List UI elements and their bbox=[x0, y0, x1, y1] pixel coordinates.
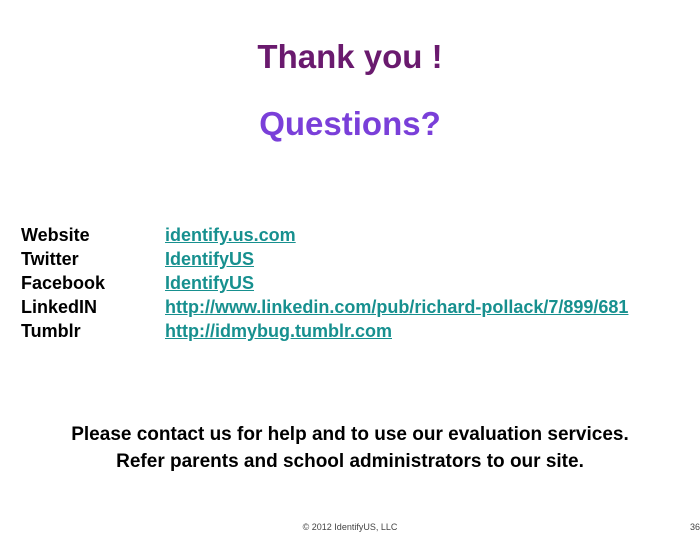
website-link[interactable]: identify.us.com bbox=[165, 225, 296, 245]
closing-line-1: Please contact us for help and to use our evaluation services. bbox=[71, 424, 629, 445]
contact-row-facebook bbox=[21, 271, 628, 295]
closing-message bbox=[0, 421, 700, 475]
contact-label-website: Website bbox=[21, 225, 90, 245]
contact-row-tumblr bbox=[21, 319, 628, 343]
contact-label-tumblr: Tumblr bbox=[21, 321, 81, 341]
contact-label-facebook: Facebook bbox=[21, 273, 106, 293]
copyright-footer: © 2012 IdentifyUS, LLC bbox=[302, 522, 398, 532]
tumblr-link[interactable]: http://idmybug.tumblr.com bbox=[165, 321, 392, 341]
contact-row-website bbox=[21, 223, 628, 247]
facebook-link[interactable]: IdentifyUS bbox=[165, 273, 255, 293]
twitter-link[interactable]: IdentifyUS bbox=[165, 249, 255, 269]
closing-line-2: Refer parents and school administrators to our site. bbox=[116, 451, 584, 472]
contact-label-twitter: Twitter bbox=[21, 249, 79, 269]
page-number: 36 bbox=[690, 522, 700, 532]
contact-list bbox=[21, 223, 628, 343]
slide-title: Thank you ! bbox=[257, 38, 443, 75]
contact-row-twitter bbox=[21, 247, 628, 271]
linkedin-link[interactable]: http://www.linkedin.com/pub/richard-pollack/7/899/681 bbox=[165, 297, 629, 317]
contact-label-linkedin: LinkedIN bbox=[21, 297, 98, 317]
contact-row-linkedin bbox=[21, 295, 628, 319]
slide-subtitle: Questions? bbox=[259, 105, 441, 142]
